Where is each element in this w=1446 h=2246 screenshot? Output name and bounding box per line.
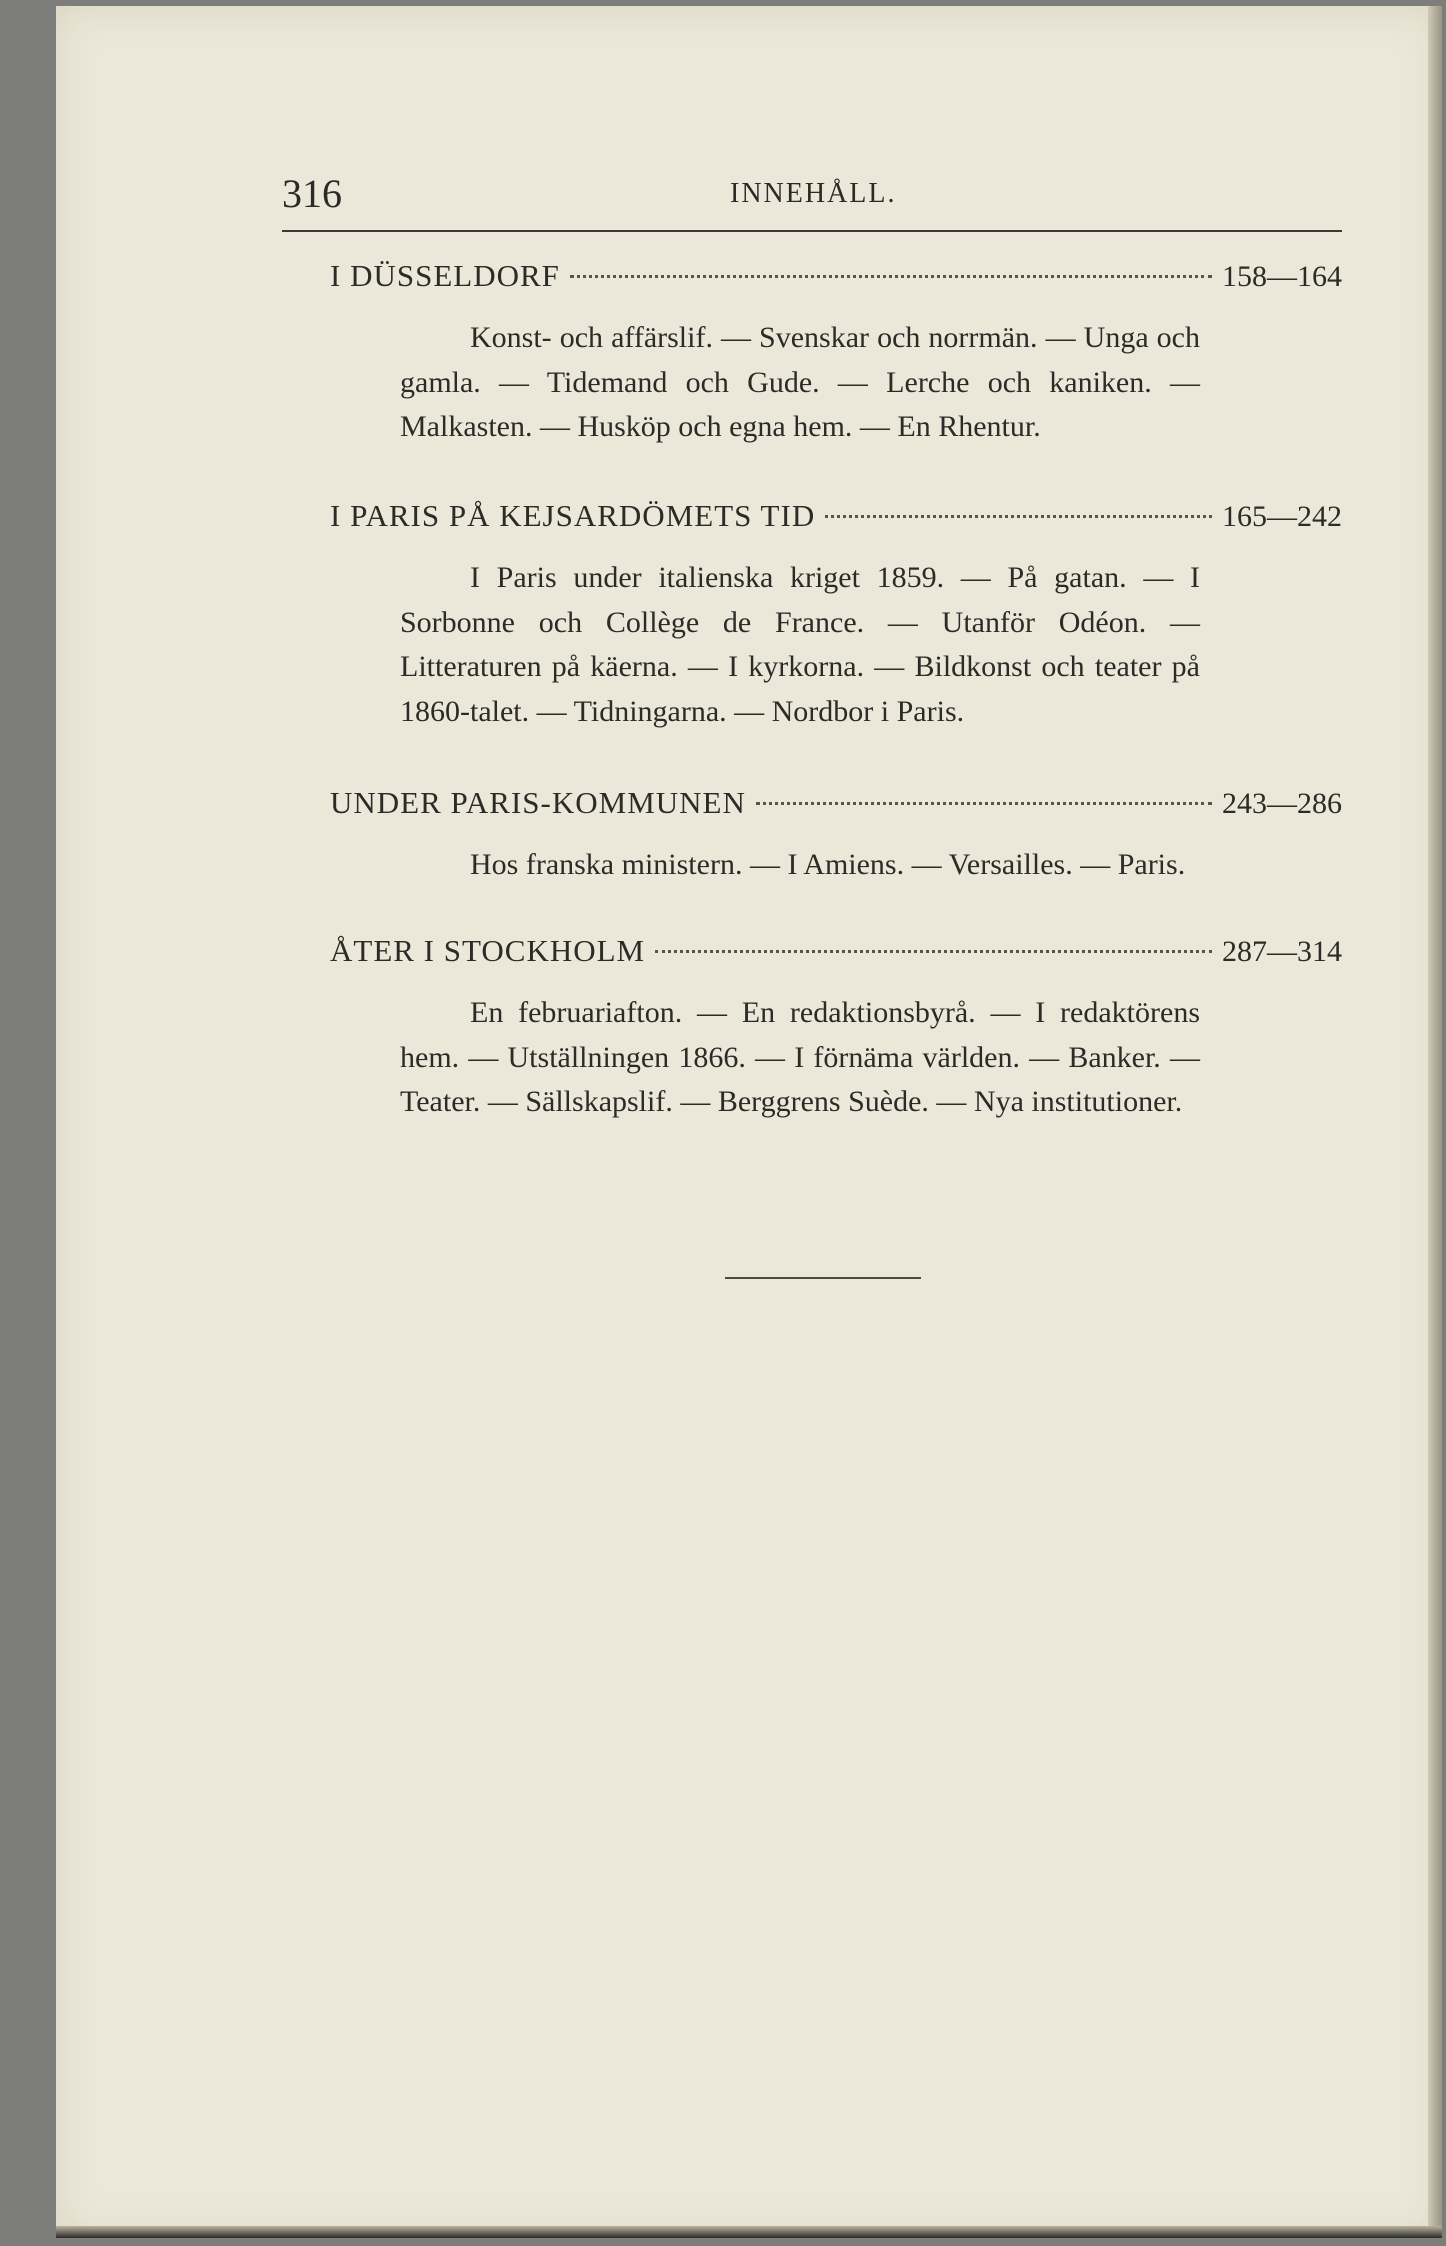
toc-entry-pages: 165—242: [1222, 500, 1342, 533]
toc-entry-description: En februariafton. — En redaktionsbyrå. — I redaktörens hem. — Utställningen 1866. — I förnäma världen. — Banker. — Teater. — Sällskapslif. — Berggrens Suède. — Nya institutioner.: [400, 996, 1200, 1118]
toc-entry-description: I Paris under italienska kriget 1859. — På gatan. — I Sorbonne och Collège de France. — Utanför Odéon. — Litteraturen på käerna. — I kyrkorna. — Bildkonst och teater på 1860-talet. — Tidningarna. — Nordbor i Paris.: [400, 561, 1200, 728]
toc-entry: [330, 498, 1342, 734]
toc-entry-description: Konst- och affärslif. — Svenskar och norrmän. — Unga och gamla. — Tidemand och Gude. — Lerche och kaniken. — Malkasten. — Husköp och egna hem. — En Rhentur.: [400, 321, 1200, 443]
toc-entry: [330, 933, 1342, 1125]
dot-leader: [756, 802, 1212, 805]
toc-entry: [330, 258, 1342, 450]
toc-entry-title: I DÜSSELDORF: [330, 258, 560, 293]
toc-entry: [330, 785, 1342, 888]
running-title: INNEHÅLL.: [730, 178, 897, 209]
toc-entry-title: ÅTER I STOCKHOLM: [330, 933, 646, 968]
toc-entry-heading: [330, 785, 1342, 833]
toc-entry-heading: [330, 933, 1342, 981]
toc-entry-pages: 287—314: [1222, 935, 1342, 968]
dot-leader: [825, 515, 1212, 518]
toc-entry-title: UNDER PARIS-KOMMUNEN: [330, 785, 746, 820]
dot-leader: [570, 275, 1212, 278]
toc-entry-pages: 158—164: [1222, 260, 1342, 293]
toc-entry-pages: 243—286: [1222, 787, 1342, 820]
toc-entry-heading: [330, 498, 1342, 546]
toc-entry-title: I PARIS PÅ KEJSARDÖMETS TID: [330, 498, 816, 533]
page-edge: [1428, 6, 1442, 2238]
end-rule: [725, 1277, 921, 1279]
page-number: 316: [282, 171, 342, 216]
toc-entry-heading: [330, 258, 1342, 306]
page-header: [282, 170, 1342, 232]
dot-leader: [655, 950, 1212, 953]
toc-entry-description: Hos franska ministern. — I Amiens. — Versailles. — Paris.: [470, 848, 1186, 881]
page-bottom-edge: [56, 2226, 1442, 2238]
